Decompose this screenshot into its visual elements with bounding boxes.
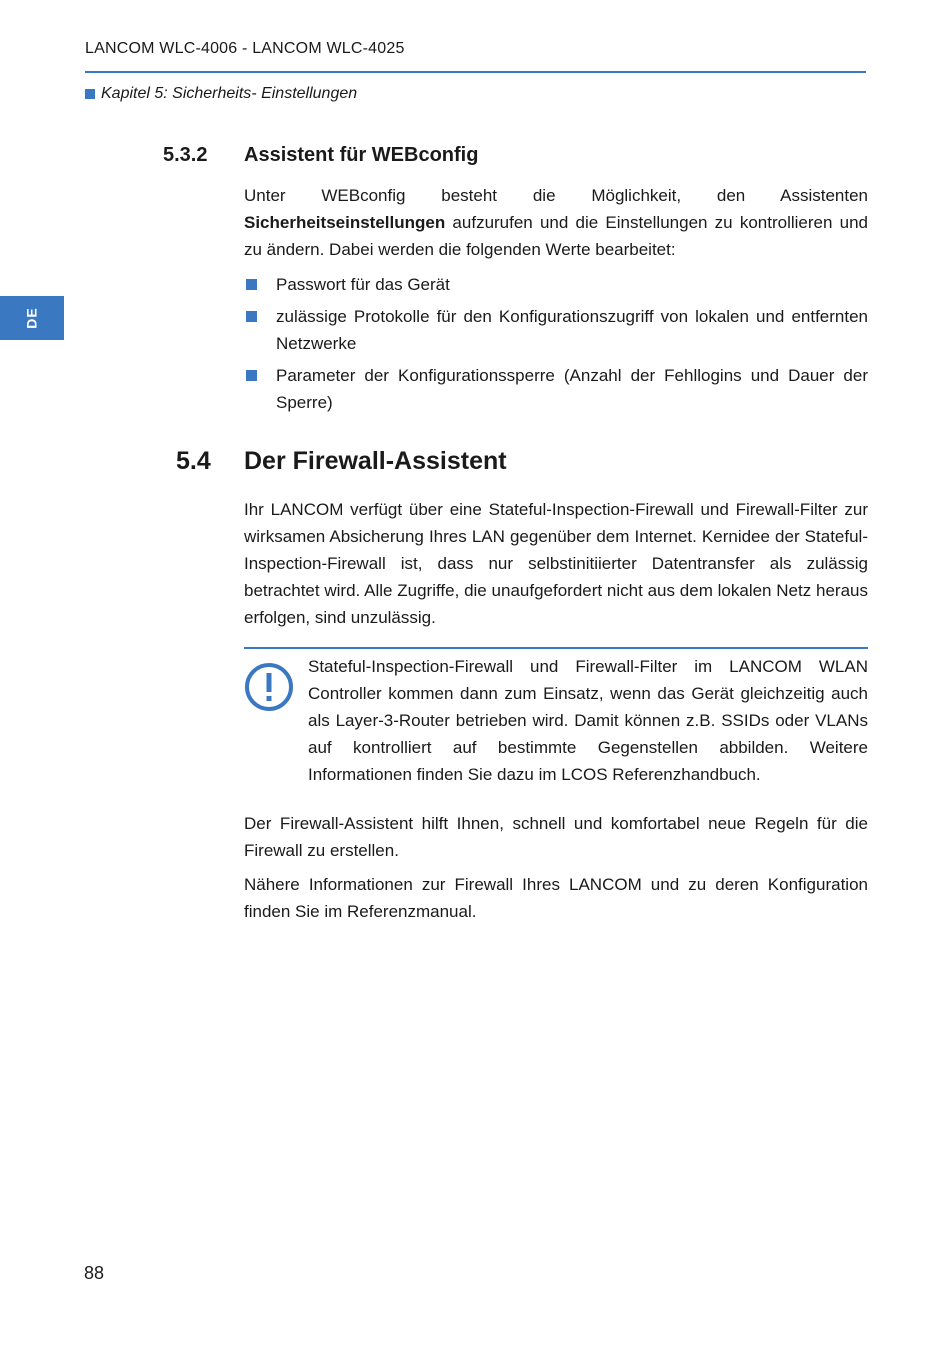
list-item [244,303,868,357]
section-54-para3: Nähere Informationen zur Firewall Ihres LANCOM und zu deren Konfiguration finden Sie im Referenzmanual. [244,875,868,921]
section-54-para2: Der Firewall-Assistent hilft Ihnen, schnell und komfortabel neue Regeln für die Firewall zu erstellen. [244,814,868,860]
note-divider [244,647,868,649]
section-532-intro [244,182,868,263]
list-item-text: zulässige Protokolle für den Konfigurationszugriff von lokalen und entfernten Netzwerke [276,307,868,353]
intro-bold-term: Sicherheitseinstellungen [244,213,446,232]
list-item-text: Passwort für das Gerät [276,275,450,294]
language-tab [0,296,64,340]
header-divider [85,71,866,73]
chapter-label: Kapitel 5: Sicherheits- Einstellungen [101,85,358,102]
section-number-54: 5.4 [176,447,211,475]
section-title-532: Assistent für WEBconfig [244,144,479,166]
list-item [244,271,868,298]
note-text: Stateful-Inspection-Firewall und Firewall-Filter im LANCOM WLAN Controller kommen dann zum Einsatz, wenn das Gerät gleichzeitig auch als Layer-3-Router betrieben wird. Damit können z.B. SSIDs oder VLANs auf kontrolliert auf bestimmte Gegenstellen abbilden. Weitere Informationen finden Sie dazu im LCOS Referenzhandbuch. [308,657,868,784]
intro-text-start: Unter WEBconfig besteht die Möglichkeit, den Assistenten [244,186,868,205]
intro-text-end: aufzurufen und die Einstellungen zu kontrollieren und zu ändern. Dabei werden die folgenden Werte bearbeitet: [244,213,868,259]
page-number: 88 [84,1263,105,1283]
language-tab-label: DE [23,307,40,329]
settings-bullet-list [244,271,868,421]
section-number-532: 5.3.2 [163,144,208,166]
section-title-54: Der Firewall-Assistent [244,447,507,475]
square-bullet-icon [246,370,257,381]
square-bullet-icon [246,311,257,322]
chapter-line [85,85,357,103]
running-header-title: LANCOM WLC-4006 - LANCOM WLC-4025 [85,40,405,57]
list-item [244,362,868,416]
exclamation-circle-icon [244,662,294,712]
chapter-square-icon [85,89,95,99]
section-54-para1: Ihr LANCOM verfügt über eine Stateful-Inspection-Firewall und Firewall-Filter zur wirksamen Absicherung Ihres LAN gegenüber dem Internet. Kernidee der Stateful-Inspection-Firewall ist, dass nur selbstinitiierter Datentransfer als zulässig betrachtet wird. Alle Zugriffe, die unaufgefordert nicht aus dem lokalen Netz heraus erfolgen, sind unzulässig. [244,500,868,627]
list-item-text: Parameter der Konfigurationssperre (Anzahl der Fehllogins und Dauer der Sperre) [276,366,868,412]
square-bullet-icon [246,279,257,290]
